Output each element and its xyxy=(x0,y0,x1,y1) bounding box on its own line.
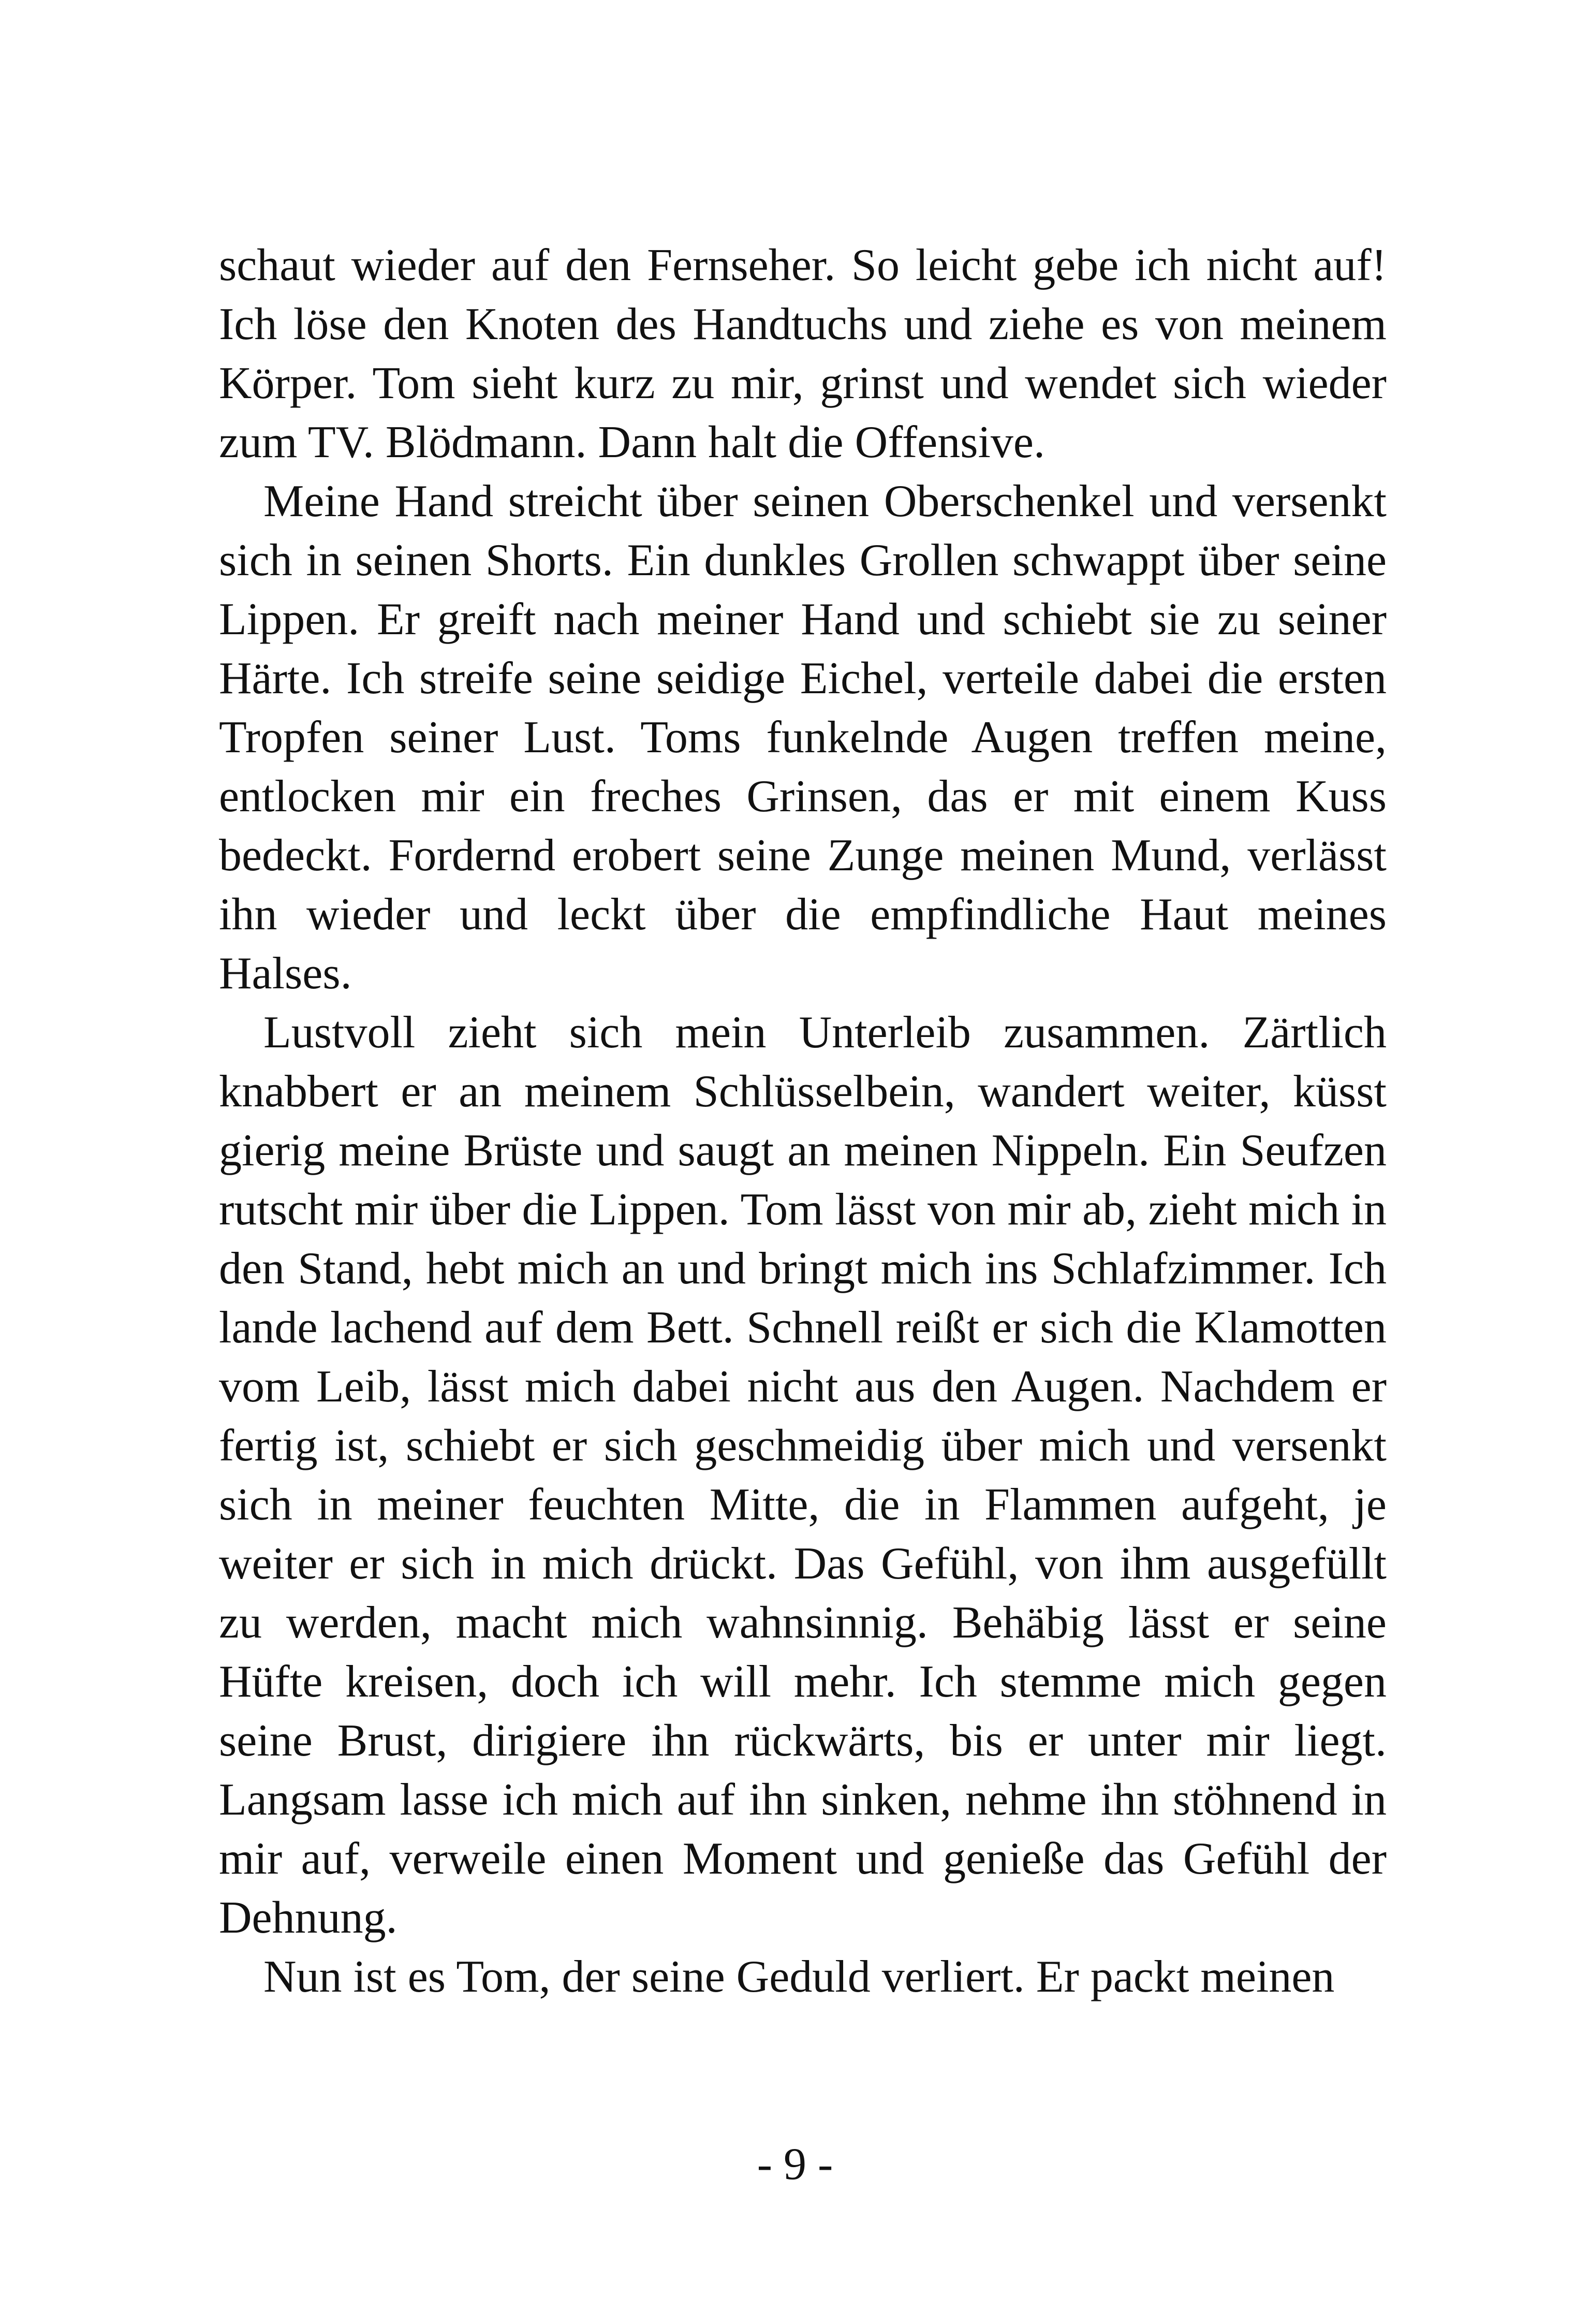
paragraph-2: Meine Hand streicht über seinen Oberschenkel und versenkt sich in seinen Shorts. Ein dunkles Grollen schwappt über seine Lippen. Er greift nach meiner Hand und schiebt sie zu seiner Härte. Ich streife seine seidige Eichel, verteile dabei die ersten Tropfen seiner Lust. Toms funkelnde Augen treffen meine, entlocken mir ein freches Grinsen, das er mit einem Kuss bedeckt. Fordernd erobert seine Zunge meinen Mund, verlässt ihn wieder und leckt über die empfindliche Haut meines Halses. xyxy=(219,476,1387,999)
paragraph-4: Nun ist es Tom, der seine Geduld verliert. Er packt meinen xyxy=(263,1952,1335,2002)
paragraph-3: Lustvoll zieht sich mein Unterleib zusammen. Zärtlich knabbert er an meinem Schlüsselbein, wandert weiter, küsst gierig meine Brüste und saugt an meinen Nippeln. Ein Seufzen rutscht mir über die Lippen. Tom lässt von mir ab, zieht mich in den Stand, hebt mich an und bringt mich ins Schlafzimmer. Ich lande lachend auf dem Bett. Schnell reißt er sich die Klamotten vom Leib, lässt mich dabei nicht aus den Augen. Nachdem er fertig ist, schiebt er sich geschmeidig über mich und versenkt sich in meiner feuchten Mitte, die in Flammen aufgeht, je weiter er sich in mich drückt. Das Gefühl, von ihm ausgefüllt zu werden, macht mich wahnsinnig. Behäbig lässt er seine Hüfte kreisen, doch ich will mehr. Ich stemme mich gegen seine Brust, dirigiere ihn rückwärts, bis er unter mir liegt. Langsam lasse ich mich auf ihn sinken, nehme ihn stöhnend in mir auf, verweile einen Moment und genieße das Gefühl der Dehnung. xyxy=(219,1007,1387,1943)
page-number: - 9 - xyxy=(757,2139,833,2189)
paragraph-1: schaut wieder auf den Fernseher. So leicht gebe ich nicht auf! Ich löse den Knoten des Handtuchs und ziehe es von meinem Körper. Tom sieht kurz zu mir, grinst und wendet sich wieder zum TV. Blödmann. Dann halt die Offensive. xyxy=(219,240,1387,467)
body-text xyxy=(219,236,1387,2007)
